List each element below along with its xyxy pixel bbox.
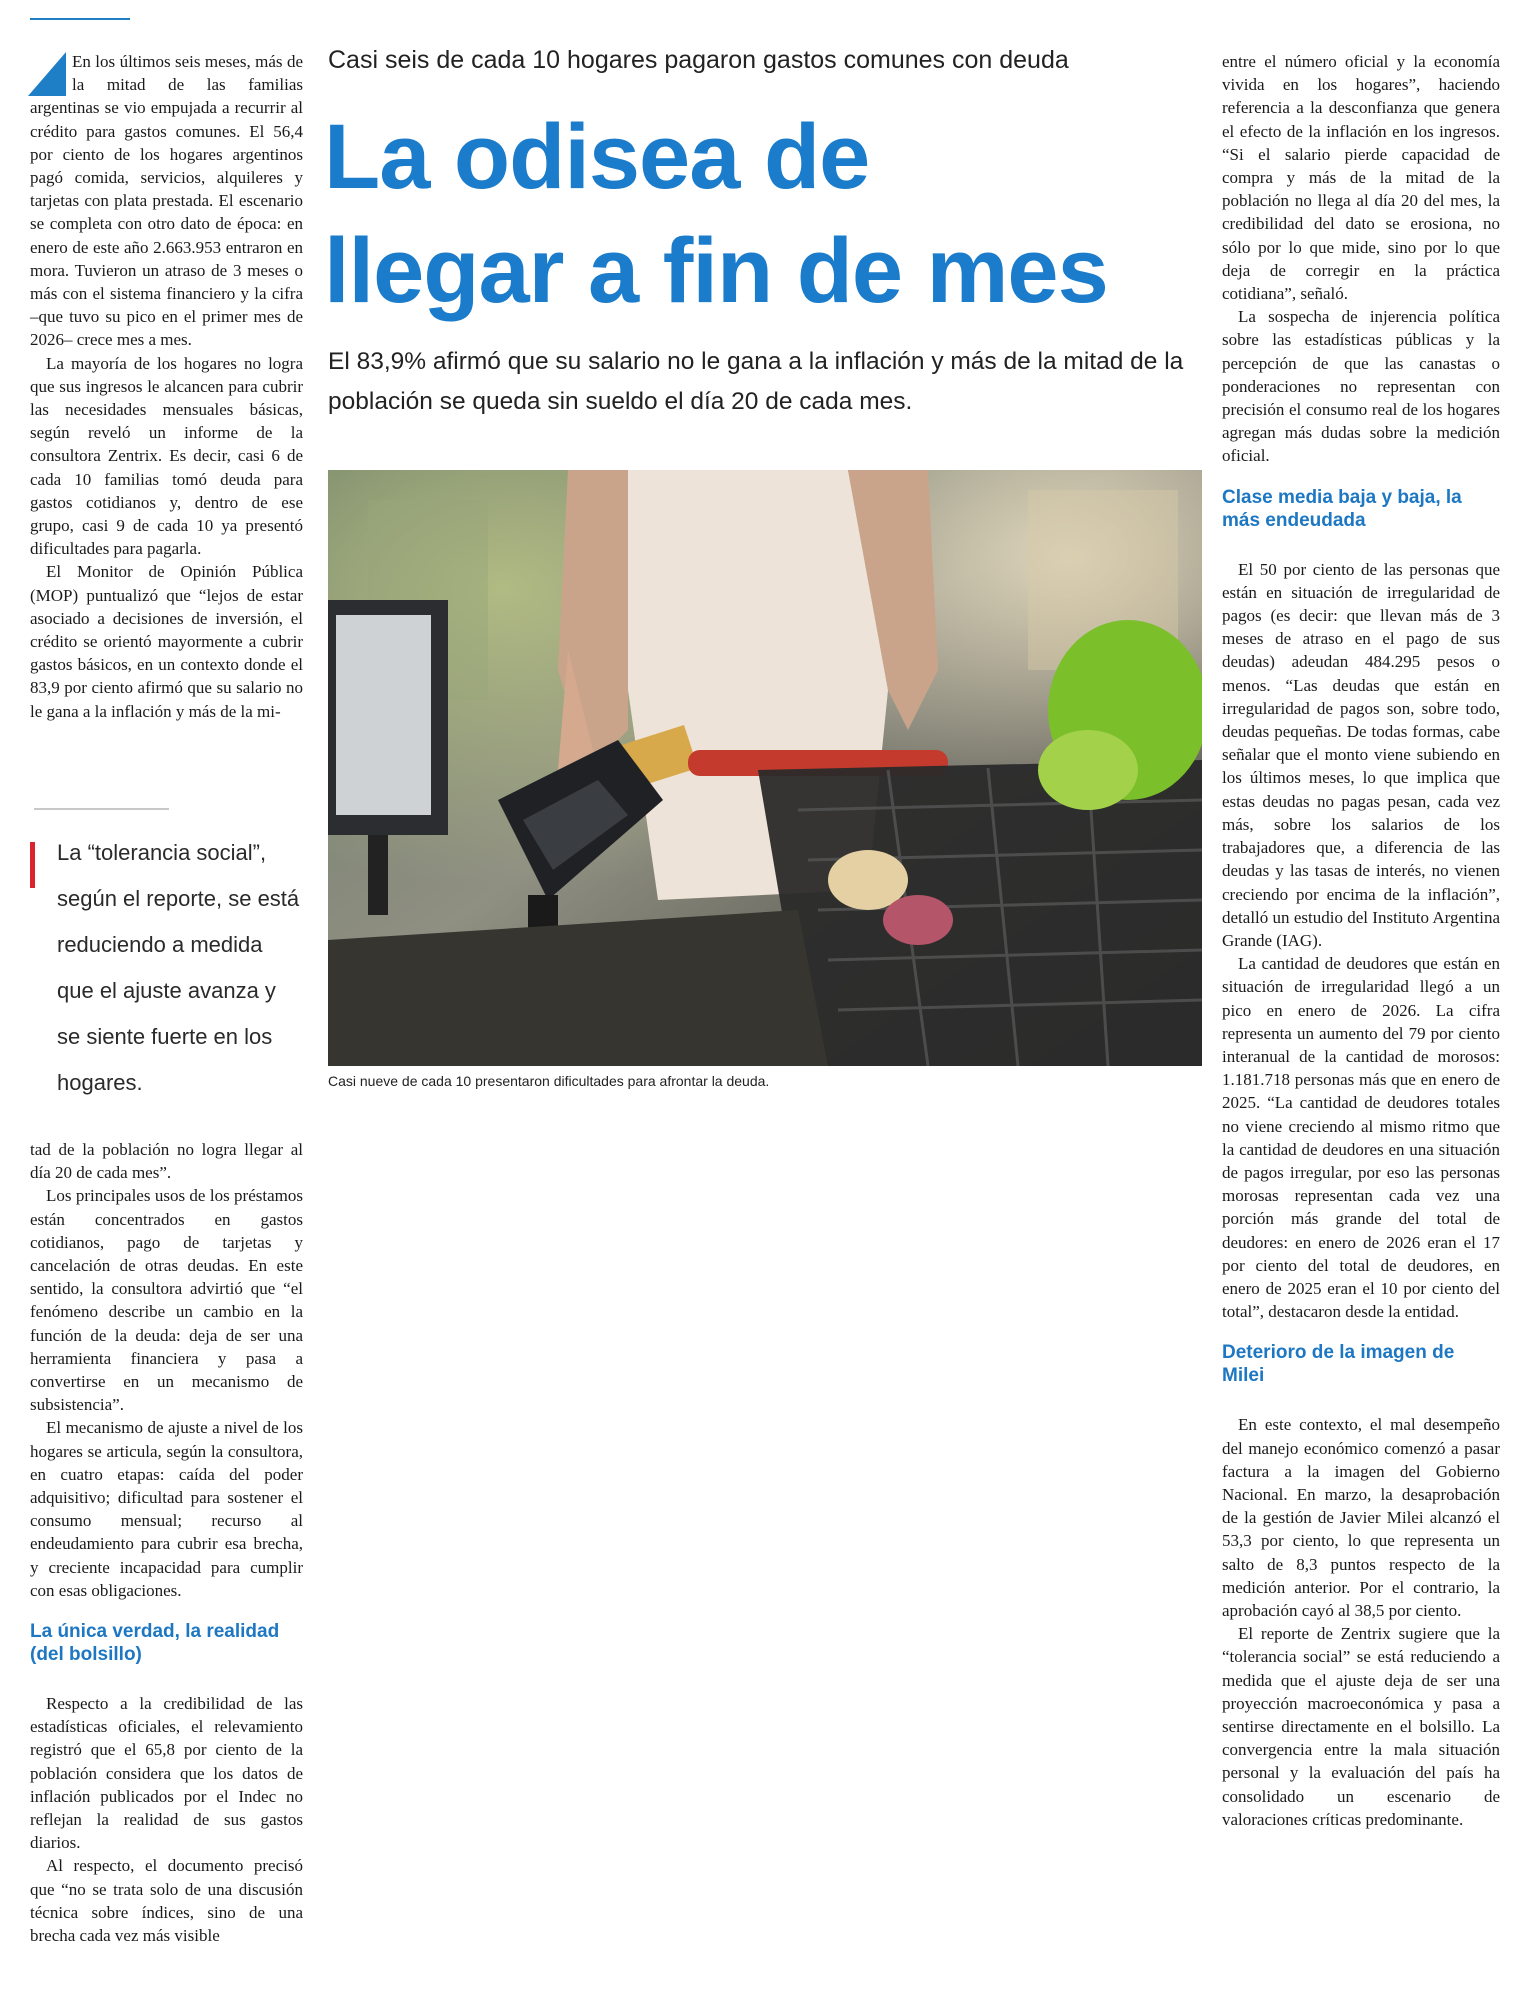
article-column-left-top bbox=[30, 50, 303, 723]
article-column-right bbox=[1222, 50, 1500, 1831]
body-paragraph: El mecanismo de ajuste a nivel de los hogares se articula, según la consultora, en cuatro etapas: caída del poder adquisitivo; dificultad para sostener el consumo mensual; recurso al endeudamiento para cubrir esa brecha, y creciente incapacidad para cumplir con esas obligaciones. bbox=[30, 1418, 303, 1600]
section-subhead: Deterioro de la imagen de Milei bbox=[1222, 1342, 1455, 1387]
headline-line-1: La odisea de bbox=[324, 106, 870, 208]
pull-quote-bar bbox=[30, 842, 35, 888]
body-paragraph: La mayoría de los hogares no logra que sus ingresos le alcancen para cubrir las necesidades mensuales básicas, según reveló un informe de la consultora Zentrix. Es decir, casi 6 de cada 10 familias tomó deuda para gastos cotidianos y, dentro de ese grupo, casi 9 de cada 10 ya presentó dificultades para pagarla. bbox=[30, 353, 303, 559]
checkout-photo-illustration bbox=[328, 470, 1202, 1066]
body-paragraph: El Monitor de Opinión Pública (MOP) puntualizó que “lejos de estar asociado a decisiones de inversión, el crédito se orientó mayormente a cubrir gastos básicos, en un contexto donde el 83,9 por ciento afirmó que su salario no le gana a la inflación y más de la mi- bbox=[30, 562, 303, 721]
top-accent-rule bbox=[30, 18, 130, 20]
body-paragraph: Respecto a la credibilidad de las estadísticas oficiales, el relevamiento registró que el 65,8 por ciento de la población considera que los datos de inflación publicados por el Indec no reflejan la realidad de sus gastos diarios. bbox=[30, 1694, 303, 1853]
body-paragraph: La cantidad de deudores que están en situación de irregularidad llegó a un pico en enero de 2026. La cifra representa un aumento del 79 por ciento interanual de la cantidad de morosos: 1.181.718 personas más que en enero de 2025. “La cantidad de deudores totales no viene creciendo al mismo ritmo que la cantidad de deudores en una situación de pagos irregular, por eso las personas morosas representan cada vez una porción más grande del total de deudores: en enero de 2026 eran el 17 por ciento del total de deudores, en enero de 2025 eran el 10 por ciento del total”, destacaron desde la entidad. bbox=[1222, 954, 1500, 1322]
dropcap-triangle-icon bbox=[28, 52, 66, 96]
body-paragraph: El reporte de Zentrix sugiere que la “tolerancia social” se está reduciendo a medida que el ajuste deja de ser una proyección macroeconómica y pasa a sentirse directamente en el bolsillo. La convergencia entre la mala situación personal y la evaluación del país ha consolidado un escenario de valoraciones críticas predominante. bbox=[1222, 1624, 1500, 1829]
deck: El 83,9% afirmó que su salario no le gana a la inflación y más de la mitad de la población se queda sin sueldo el día 20 de cada mes. bbox=[328, 348, 1184, 415]
pull-quote-text: La “tolerancia social”, según el reporte, se está reduciendo a medida que el ajuste avanza y se siente fuerte en los hogares. bbox=[57, 840, 300, 1095]
headline-line-2: llegar a fin de mes bbox=[324, 220, 1108, 322]
body-paragraph: tad de la población no logra llegar al día 20 de cada mes”. bbox=[30, 1140, 303, 1183]
lead-paragraph: En los últimos seis meses, más de la mitad de las familias argentinas se vio empujada a recurrir al crédito para gastos comunes. El 56,4 por ciento de los hogares argentinos pagó comida, servicios, alquileres y tarjetas con plata prestada. El escenario se completa con otro dato de época: en enero de este año 2.663.953 entraron en mora. Tuvieron un atraso de 3 meses o más con el sistema financiero y la cifra –que tuvo su pico en el primer mes de 2026– crece mes a mes. bbox=[30, 52, 303, 350]
body-paragraph: Los principales usos de los préstamos están concentrados en gastos cotidianos, pago de tarjetas y cancelación de otras deudas. En este sentido, la consultora advirtió que “el fenómeno describe un cambio en la función de la deuda: deja de ser una herramienta financiera y pasa a convertirse en un mecanismo de subsistencia”. bbox=[30, 1186, 303, 1415]
section-subhead: La única verdad, la realidad (del bolsillo) bbox=[30, 1621, 280, 1666]
section-subhead: Clase media baja y baja, la más endeudada bbox=[1222, 486, 1462, 531]
body-paragraph: En este contexto, el mal desempeño del manejo económico comenzó a pasar factura a la imagen del Gobierno Nacional. En marzo, la desaprobación de la gestión de Javier Milei alcanzó el 53,3 por ciento, lo que representa un salto de 8,3 puntos respecto de la medición anterior. Por el contrario, la aprobación cayó al 38,5 por ciento. bbox=[1222, 1415, 1500, 1620]
article-photo bbox=[328, 470, 1202, 1066]
body-paragraph: entre el número oficial y la economía vivida en los hogares”, haciendo referencia a la desconfianza que genera el efecto de la inflación en los ingresos. “Si el salario pierde capacidad de compra y más de la mitad de la población no llega al día 20 del mes, la credibilidad del dato se erosiona, no sólo por lo que mide, sino por lo que deja de corregir en la práctica cotidiana”, señaló. bbox=[1222, 52, 1500, 304]
body-paragraph: El 50 por ciento de las personas que están en situación de irregularidad de pagos (es decir: que llevan más de 3 meses de atraso en el pago de sus deudas) adeudan 484.295 pesos o menos. “Las deudas que están en irregularidad de pagos son, sobre todo, deudas pequeñas. De todas formas, cabe señalar que el monto viene subiendo en los últimos meses, lo que implica que estas deudas no pagas pesan, cada vez más, sobre los salarios de los trabajadores que, a diferencia de las deudas y las tasas de interés, no vienen creciendo por encima de la inflación”, detalló un estudio del Instituto Argentina Grande (IAG). bbox=[1222, 559, 1500, 950]
article-column-left-bottom bbox=[30, 1138, 303, 1947]
body-paragraph: Al respecto, el documento precisó que “no se trata solo de una discusión técnica sobre índices, sino de una brecha cada vez más visible bbox=[30, 1856, 303, 1946]
pull-quote bbox=[30, 808, 300, 1106]
headline bbox=[324, 100, 1224, 328]
body-paragraph: La sospecha de injerencia política sobre las estadísticas públicas y la percepción de que las canastas o ponderaciones no representan con precisión el consumo real de los hogares agregan más dudas sobre la medición oficial. bbox=[1222, 307, 1500, 466]
kicker: Casi seis de cada 10 hogares pagaron gastos comunes con deuda bbox=[328, 46, 1069, 74]
photo-caption: Casi nueve de cada 10 presentaron dificultades para afrontar la deuda. bbox=[328, 1073, 770, 1089]
